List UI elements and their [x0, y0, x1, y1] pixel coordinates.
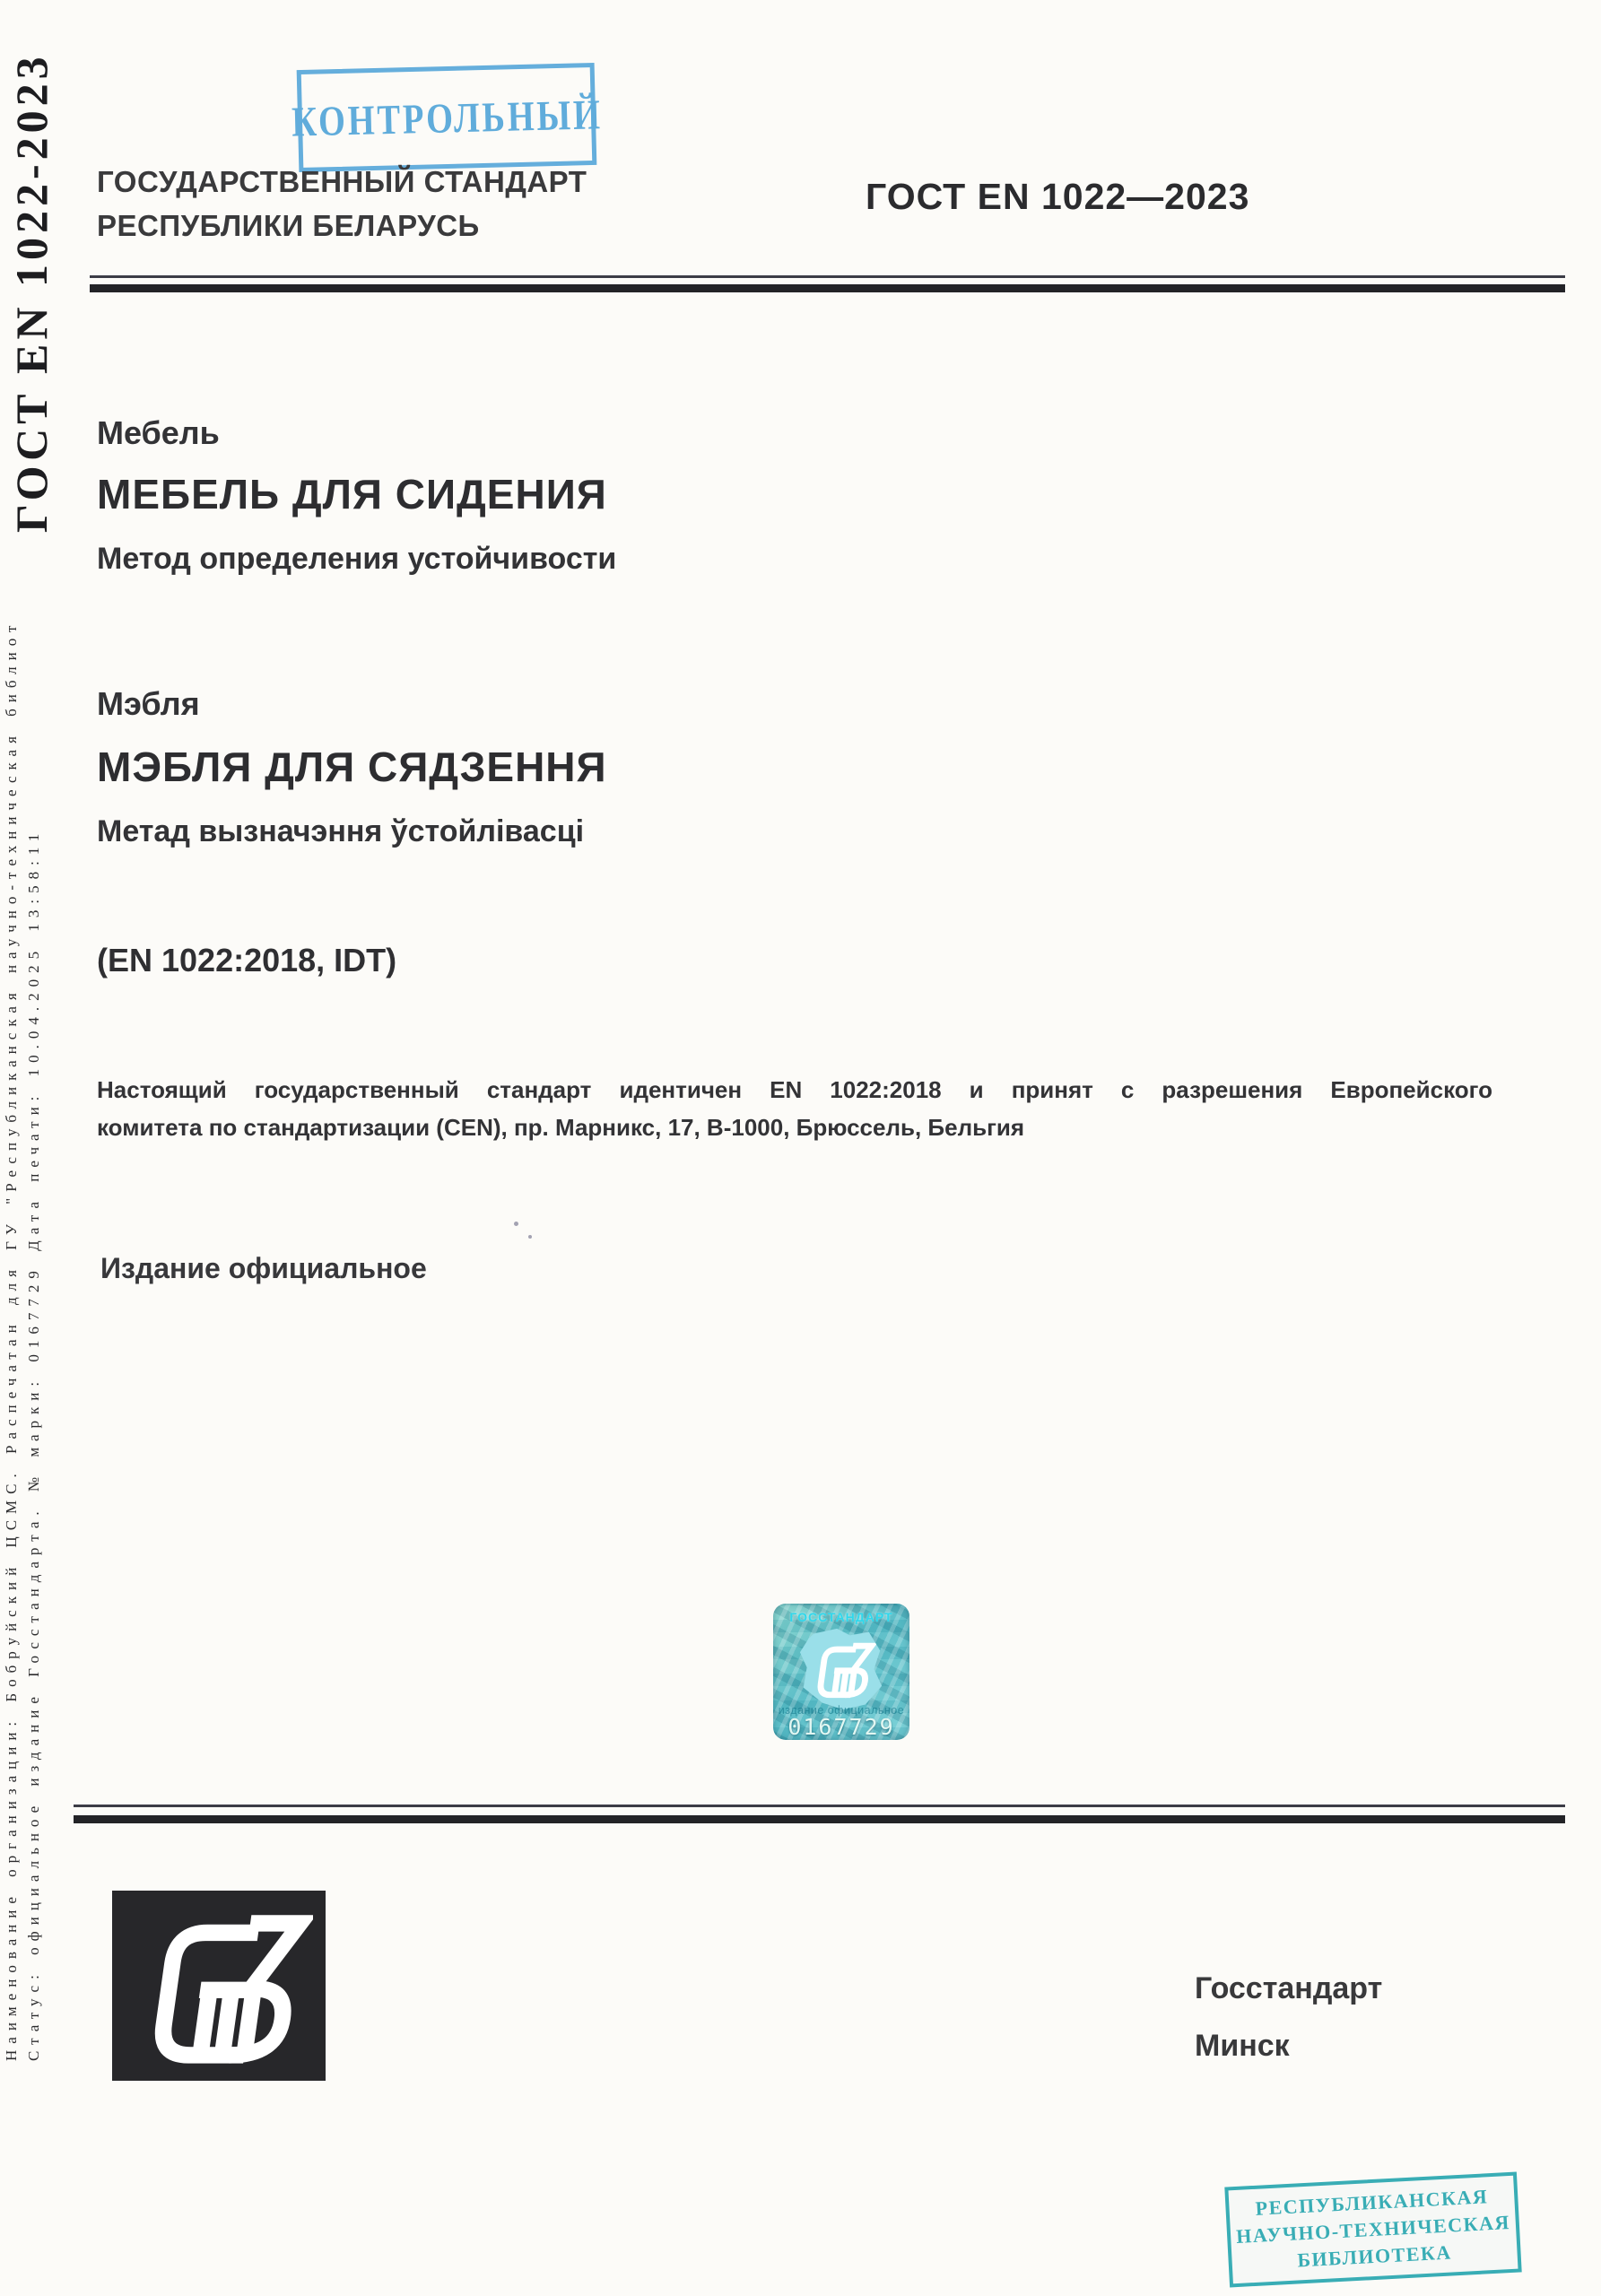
stb-logo-icon — [806, 1637, 876, 1701]
library-stamp-line2: НАУЧНО-ТЕХНИЧЕСКАЯ — [1235, 2211, 1511, 2248]
issuing-organization — [97, 160, 587, 248]
title-ru-main: МЕБЕЛЬ ДЛЯ СИДЕНИЯ — [97, 471, 607, 517]
hologram-map-shape — [798, 1627, 884, 1711]
header-rule-thick — [90, 284, 1565, 292]
library-stamp-line1: РЕСПУБЛИКАНСКАЯ — [1255, 2185, 1489, 2220]
adoption-line1: Настоящий государственный стандарт идентичен EN 1022:2018 и принят с разрешения Европейского — [97, 1076, 1492, 1103]
edition-note: Издание официальное — [100, 1252, 427, 1284]
identity-note: (EN 1022:2018, IDT) — [97, 942, 397, 978]
scan-speck — [528, 1235, 532, 1239]
hologram-header: ГОССТАНДАРТ — [789, 1610, 893, 1624]
footer-rule-thick — [74, 1815, 1565, 1823]
stb-monogram-icon — [125, 1901, 313, 2070]
title-by-group: Мэбля — [97, 685, 200, 722]
title-by-subtitle: Метад вызначэння ўстойлівасці — [97, 814, 585, 848]
adoption-paragraph — [97, 1071, 1492, 1146]
library-stamp-line3: БИБЛИОТЕКА — [1296, 2240, 1453, 2272]
vertical-standard-code: ГОСТ EN 1022-2023 — [6, 52, 57, 533]
library-stamp — [1224, 2172, 1521, 2288]
control-stamp-label: КОНТРОЛЬНЫЙ — [291, 90, 603, 145]
publisher-organization: Госстандарт — [1195, 1971, 1383, 2005]
margin-print-info-line1: Наименование организации: Бобруйский ЦСМС. Распечатан для ГУ "Республиканская научно-техническая библиот — [3, 619, 20, 2061]
hologram-caption: издание официальное — [778, 1704, 905, 1717]
scan-speck — [514, 1222, 518, 1226]
control-stamp — [291, 63, 603, 172]
footer-rule-thin — [74, 1805, 1565, 1807]
hologram-sticker — [773, 1604, 909, 1740]
standard-code: ГОСТ EN 1022—2023 — [866, 176, 1250, 217]
stb-logo — [112, 1891, 326, 2081]
title-ru-group: Мебель — [97, 414, 220, 451]
margin-print-info-line2: Статус: официальное издание Госстандарта. № марки: 0167729 Дата печати: 10.04.2025 13:58:11 — [25, 827, 42, 2061]
title-by-main: МЭБЛЯ ДЛЯ СЯДЗЕННЯ — [97, 744, 607, 790]
org-line1: ГОСУДАРСТВЕННЫЙ СТАНДАРТ — [97, 165, 587, 198]
adoption-line2: комитета по стандартизации (CEN), пр. Марникс, 17, B-1000, Брюссель, Бельгия — [97, 1114, 1025, 1141]
hologram-serial-number: 0167729 — [787, 1714, 895, 1740]
header-rule-thin — [90, 275, 1565, 278]
org-line2: РЕСПУБЛИКИ БЕЛАРУСЬ — [97, 209, 480, 242]
publisher-city: Минск — [1195, 2029, 1290, 2063]
title-ru-subtitle: Метод определения устойчивости — [97, 542, 617, 576]
